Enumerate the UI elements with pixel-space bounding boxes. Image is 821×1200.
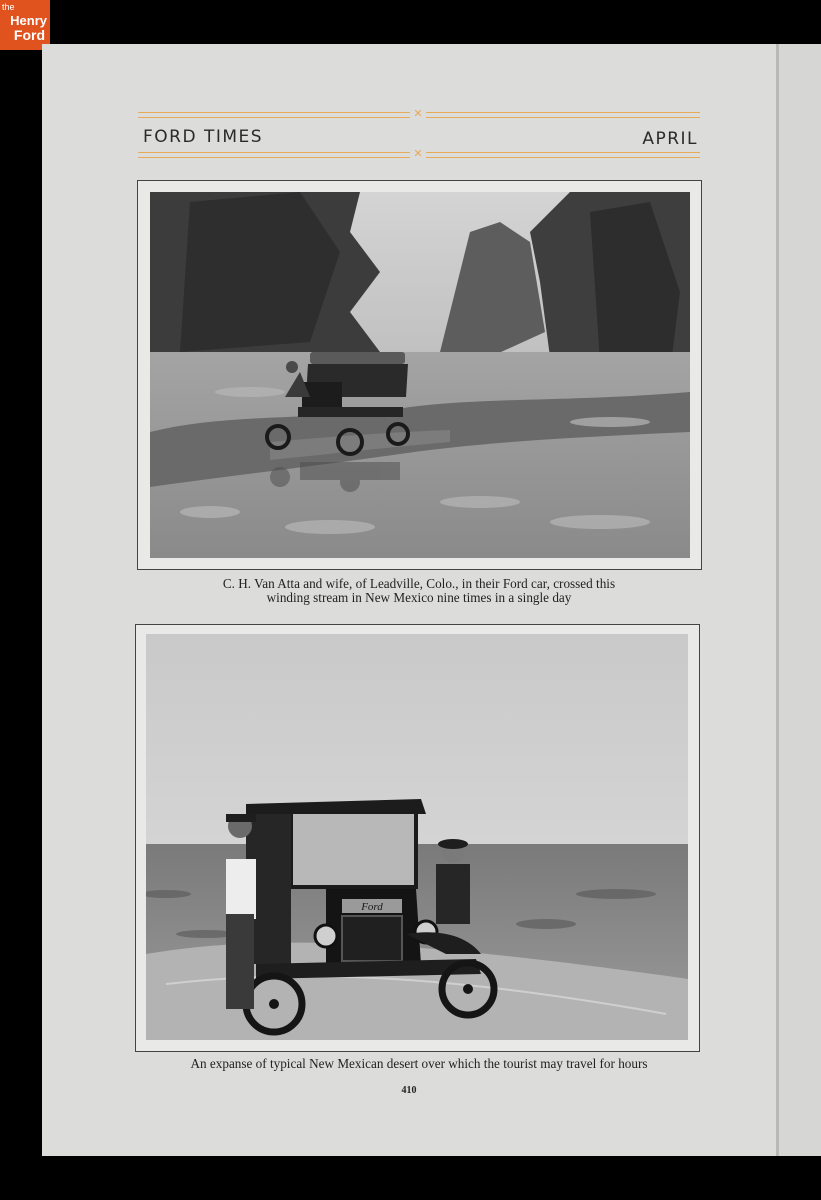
logo	[0, 0, 50, 50]
photo-car-crossing-stream	[150, 192, 690, 558]
magazine-page	[42, 44, 776, 1156]
page-number: 410	[401, 1085, 417, 1096]
facing-page-edge	[778, 44, 821, 1156]
header-rule-top	[138, 107, 700, 120]
running-title: FORD TIMES	[143, 127, 264, 147]
logo-ford: Ford	[13, 27, 45, 43]
caption-desert	[138, 1057, 700, 1071]
ornament-icon: ✕	[410, 108, 426, 120]
caption-stream	[138, 577, 700, 605]
photo-desert-car	[146, 634, 688, 1040]
logo-henry: Henry	[10, 13, 47, 28]
ornament-icon: ✕	[410, 148, 426, 160]
caption-stream-line2: winding stream in New Mexico nine times in a single day	[266, 590, 572, 605]
caption-stream-line1: C. H. Van Atta and wife, of Leadville, Colo., in their Ford car, crossed this	[222, 576, 616, 591]
running-month: APRIL	[642, 129, 698, 149]
logo-the: the	[2, 2, 15, 12]
header-rule-bottom	[138, 147, 700, 160]
radiator-badge: Ford	[361, 901, 383, 913]
caption-desert-line1: An expanse of typical New Mexican desert over which the tourist may travel for hours	[190, 1056, 648, 1071]
